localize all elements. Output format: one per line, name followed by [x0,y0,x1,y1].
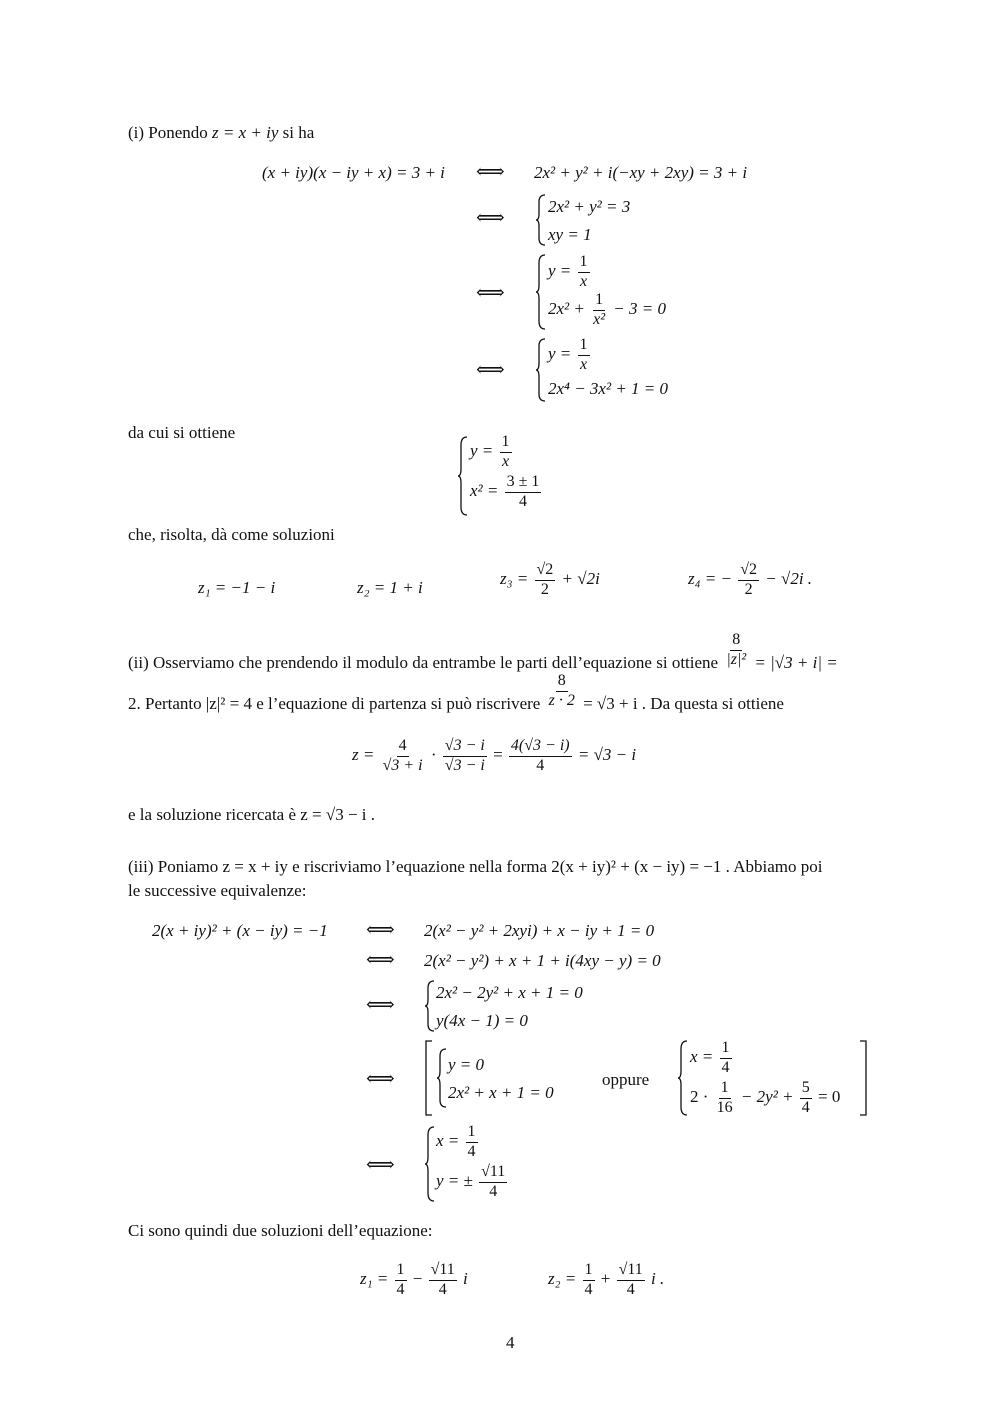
s3-b-right: = 0 [818,1087,841,1107]
frac-den: z · 2 [548,691,575,709]
part-iii-line1: (iii) Poniamo z = x + iy e riscriviamo l’equazione nella forma 2(x + iy)² + (x − iy) = −1 . Abbiamo poi [128,857,823,876]
brace-sys4 [457,436,469,516]
frac-1-over-x [578,254,590,291]
frac-num: 4 [397,738,409,757]
part-ii-line2 [128,672,784,714]
frac-num: 4(√3 − i) [509,738,572,757]
frac-den: 4 [626,1280,635,1298]
frac-den: 4 [467,1142,476,1160]
eq-iii-r1: 2(x² − y² + 2xyi) + x − iy + 1 = 0 [424,921,655,940]
frac-sqrt11-over-4 [617,1262,645,1299]
frac-den: 4 [801,1098,810,1116]
frac-den: 4 [721,1058,730,1076]
frac-sqrt2-over-2 [738,562,759,599]
frac-num: 1 [719,1080,731,1099]
s1-eq-a: 2x² − 2y² + x + 1 = 0 [436,983,583,1002]
part-i-intro [128,124,314,141]
frac-3pm1-over-4 [505,474,542,511]
sys2-b-right: − 3 = 0 [613,299,666,319]
frac-num: 1 [466,1124,478,1143]
frac-1-over-4 [395,1262,407,1299]
iff-arrow-9: ⟺ [366,1154,395,1176]
brace-sys1 [535,194,547,246]
iff-arrow-2: ⟺ [476,207,505,229]
frac-den: 16 [716,1098,733,1116]
frac-num: 8 [556,673,568,692]
frac-sqrt11-over-4 [429,1262,457,1299]
frac-1-over-4 [466,1124,478,1161]
solution-z1: z₁ = −1 − i [198,578,276,597]
frac-1-over-x2 [591,292,607,329]
iff-arrow-3: ⟺ [476,282,505,304]
sys2-eq-b [548,292,666,329]
frac-den: x [501,452,510,470]
frac-den: 2 [744,580,753,598]
frac-den: 4 [489,1182,498,1200]
frac-num: 3 ± 1 [505,474,542,493]
s4-eq-a [436,1124,480,1161]
frac-den: √3 − i [444,756,485,774]
s3-eq-a [690,1040,734,1077]
s3-eq-b [690,1080,840,1117]
sys3-a-left: y = [548,344,572,364]
sol1-left: z₁ = [360,1269,389,1289]
part-iii-line2: le successive equivalenze: [128,881,307,900]
sys4-eq-b [470,474,543,511]
solution-z3 [500,562,600,599]
eq-iii-r2: 2(x² − y²) + x + 1 + i(4xy − y) = 0 [424,951,661,970]
substitution: z = x + iy [212,123,279,142]
part-ii-equation [352,738,636,775]
solution-z2: z₂ = 1 + i [357,578,423,597]
da-cui-text: da cui si ottiene [128,423,236,442]
sol2-mid: + [600,1269,611,1289]
part-ii-text: (ii) Osserviamo che prendendo il modulo da entrambe le parti dell’equazione si ottiene [128,653,719,673]
z4-right: − √2i . [765,569,813,589]
frac-1-over-x [578,337,590,374]
intro-tail: si ha [282,123,315,142]
sys4-b-left: x² = [470,481,499,501]
s4-b-left: y = ± [436,1171,473,1191]
right-square-bracket [859,1040,867,1116]
frac-num: 1 [583,1262,595,1281]
sys2-a-left: y = [548,261,572,281]
sys1-eq-a: 2x² + y² = 3 [548,197,631,216]
frac-den: √3 + i [382,756,423,774]
frac-num: 8 [730,632,742,651]
eq-dot: · [430,745,437,765]
eq-equals: = [493,745,503,765]
eq-right: = √3 − i [577,745,637,765]
sol2-left: z₂ = [548,1269,577,1289]
iff-arrow-6: ⟺ [366,949,395,971]
s3-b-mid: − 2y² + [740,1087,794,1107]
frac-1-over-4 [720,1040,732,1077]
brace-sys2 [535,254,547,330]
frac-num: √2 [535,562,556,581]
iff-arrow-5: ⟺ [366,919,395,941]
frac-num: 1 [578,254,590,273]
frac-num: 1 [500,434,512,453]
frac-num: 1 [720,1040,732,1059]
final-solution-z2 [548,1262,664,1299]
z3-left: z₃ = [500,569,529,589]
z3-right: + √2i [561,569,600,589]
frac-den: x [579,272,588,290]
eq-i-lhs: (x + iy)(x − iy + x) = 3 + i [262,163,445,182]
sys4-a-left: y = [470,441,494,461]
final-solution-z1 [360,1262,468,1299]
part-i-label: (i) Ponendo [128,123,208,142]
frac-num: √11 [479,1164,507,1183]
eq-iii-lhs: 2(x + iy)² + (x − iy) = −1 [152,921,328,940]
brace-s3 [677,1040,689,1116]
part-ii-line2-b: = √3 + i . Da questa si ottiene [583,694,784,714]
sol1-right: i [463,1269,468,1289]
frac-8-over-z2 [547,673,577,710]
s3-a-left: x = [690,1047,714,1067]
oppure-text: oppure [602,1070,650,1089]
frac-den: 2 [540,580,549,598]
part-ii-conclusion: e la soluzione ricercata è z = √3 − i . [128,805,376,824]
sys2-eq-a [548,254,592,291]
iff-arrow-4: ⟺ [476,359,505,381]
s4-eq-b [436,1164,509,1201]
s2-eq-b: 2x² + x + 1 = 0 [448,1083,554,1102]
frac-4-over-sqrt3pi [381,738,425,775]
frac-den: 4 [396,1280,405,1298]
frac-den: 4 [584,1280,593,1298]
sys1-eq-b: xy = 1 [548,225,592,244]
frac-8-over-modz2 [724,632,748,669]
brace-s1 [424,980,436,1032]
left-square-bracket [425,1040,433,1116]
s2-eq-a: y = 0 [448,1055,485,1074]
eq-left: z = [352,745,375,765]
iff-arrow-8: ⟺ [366,1068,395,1090]
sys3-eq-b: 2x⁴ − 3x² + 1 = 0 [548,379,669,398]
ci-sono-text: Ci sono quindi due soluzioni dell’equazione: [128,1221,433,1240]
sys4-eq-a [470,434,514,471]
s3-b-left: 2 · [690,1087,709,1107]
brace-s2 [436,1048,448,1108]
frac-den: x [579,355,588,373]
frac-num: √11 [429,1262,457,1281]
frac-1-over-16 [715,1080,735,1117]
solution-z4 [688,562,812,599]
part-ii-modulus: = |√3 + i| = [754,653,838,673]
part-ii-line1 [128,631,838,673]
frac-num: 1 [578,337,590,356]
frac-1-over-4 [583,1262,595,1299]
frac-den: 4 [536,756,545,774]
s4-a-left: x = [436,1131,460,1151]
frac-den: |z|² [726,650,747,668]
sys2-b-left: 2x² + [548,299,585,319]
frac-den: x² [593,310,606,328]
frac-num: 5 [800,1080,812,1099]
frac-den: 4 [438,1280,447,1298]
frac-conjugate [443,738,487,775]
brace-sys3 [535,338,547,402]
frac-den: 4 [519,492,528,510]
risolta-text: che, risolta, dà come soluzioni [128,525,335,544]
sys3-eq-a [548,337,592,374]
frac-5-over-4 [800,1080,812,1117]
sol1-mid: − [412,1269,423,1289]
iff-arrow-7: ⟺ [366,994,395,1016]
frac-num: 1 [593,292,605,311]
frac-1-over-x [500,434,512,471]
iff-arrow-1: ⟺ [476,161,505,183]
brace-s4 [424,1126,436,1202]
frac-num: √2 [738,562,759,581]
frac-sqrt2-over-2 [535,562,556,599]
sol2-right: i . [651,1269,665,1289]
s1-eq-b: y(4x − 1) = 0 [436,1011,528,1030]
frac-num: √11 [617,1262,645,1281]
page-number: 4 [506,1333,515,1352]
frac-num: 1 [395,1262,407,1281]
frac-result [509,738,572,775]
z4-left: z₄ = − [688,569,732,589]
frac-num: √3 − i [443,738,487,757]
frac-sqrt11-over-4 [479,1164,507,1201]
part-ii-line2-a: 2. Pertanto |z|² = 4 e l’equazione di partenza si può riscrivere [128,694,541,714]
eq-i-rhs1: 2x² + y² + i(−xy + 2xy) = 3 + i [534,163,748,182]
